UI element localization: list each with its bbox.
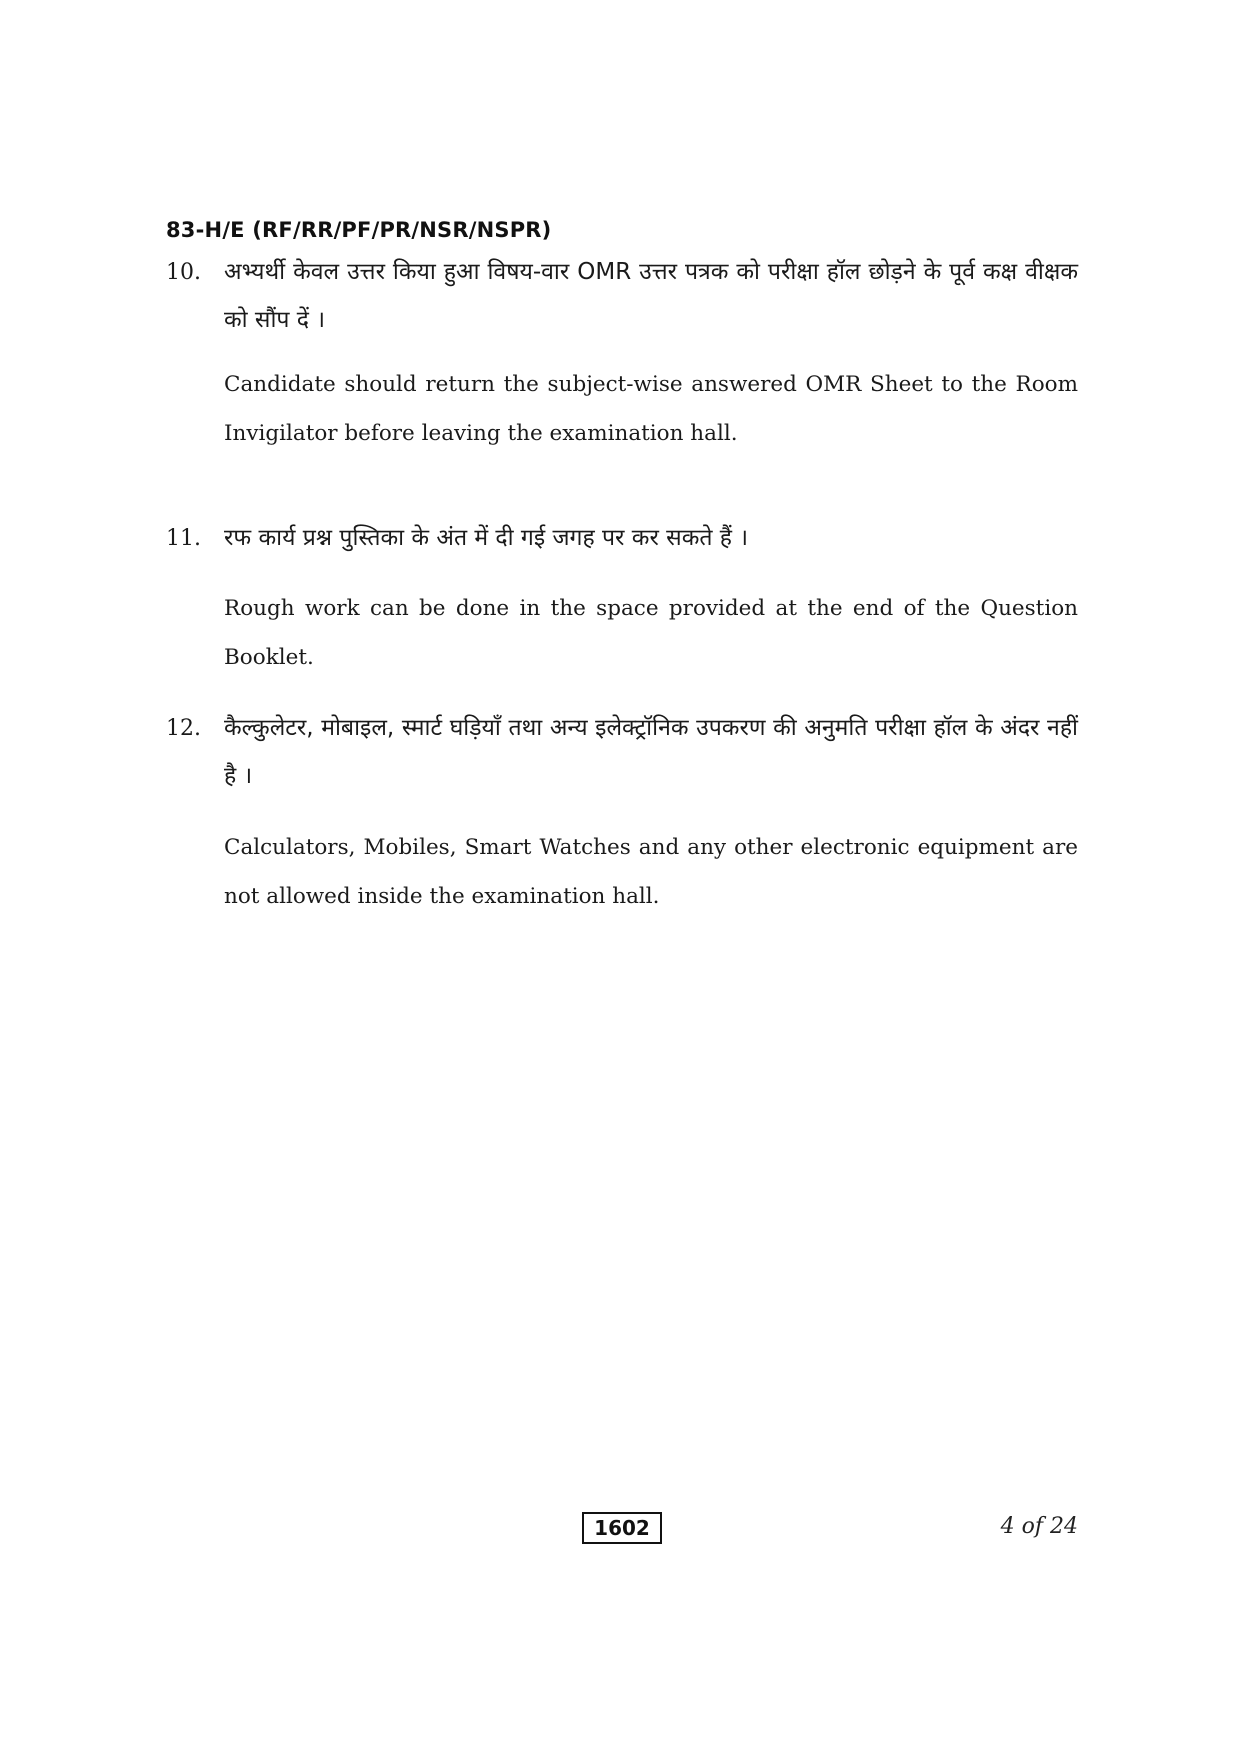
instruction-english: Candidate should return the subject-wise answered OMR Sheet to the Room Invigilator before leaving the examination hall. — [224, 372, 1078, 446]
instruction-english: Calculators, Mobiles, Smart Watches and any other electronic equipment are not allowed inside the examination hall. — [224, 835, 1078, 909]
page-number: 4 of 24 — [1000, 1514, 1078, 1539]
instruction-item-12 — [166, 704, 1078, 924]
instruction-item-10 — [166, 248, 1078, 468]
instruction-hindi: कैल्कुलेटर, मोबाइल, स्मार्ट घड़ियाँ तथा अन्य इलेक्ट्रॉनिक उपकरण की अनुमति परीक्षा हॉल के अंदर नहीं है । — [224, 715, 1078, 789]
paper-code-header: 83-H/E (RF/RR/PF/PR/NSR/NSPR) — [166, 218, 552, 242]
item-number: 11. — [166, 526, 201, 551]
item-number: 10. — [166, 260, 201, 285]
booklet-code-box: 1602 — [582, 1512, 662, 1544]
instruction-item-11 — [166, 514, 1078, 684]
instruction-hindi: रफ कार्य प्रश्न पुस्तिका के अंत में दी गई जगह पर कर सकते हैं । — [224, 525, 749, 551]
instruction-english: Rough work can be done in the space provided at the end of the Question Booklet. — [224, 596, 1078, 670]
instruction-hindi: अभ्यर्थी केवल उत्तर किया हुआ विषय-वार OMR उत्तर पत्रक को परीक्षा हॉल छोड़ने के पूर्व कक्ष वीक्षक को सौंप दें । — [224, 259, 1078, 333]
item-number: 12. — [166, 716, 201, 741]
